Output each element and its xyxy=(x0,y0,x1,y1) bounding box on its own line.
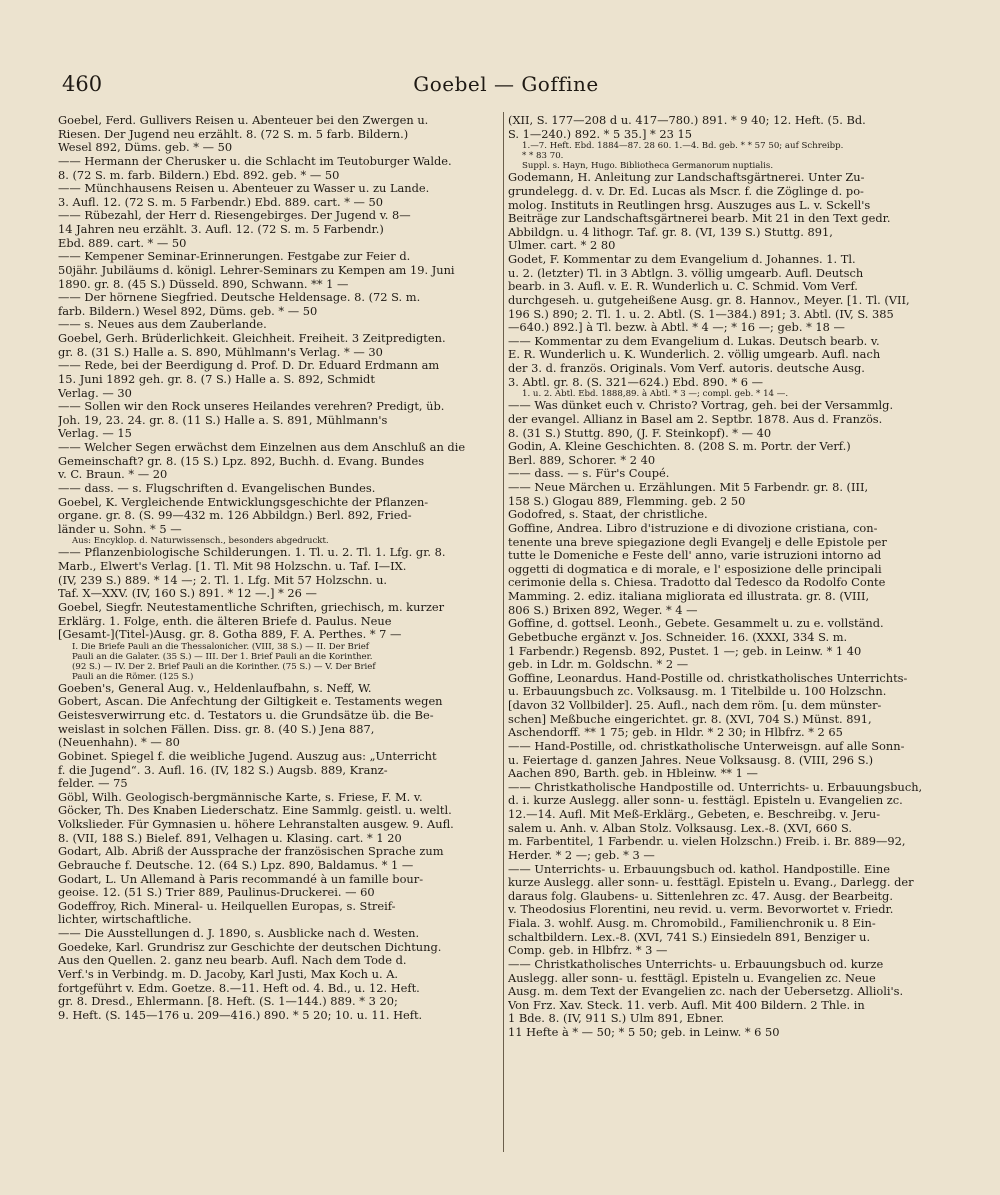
entry-line: geoise. 12. (51 S.) Trier 889, Paulinus-Druckerei. — 60 xyxy=(58,886,375,900)
entry-line: —640.) 892.] à Tl. bezw. à Abtl. * 4 —; * 16 —; geb. * 18 — xyxy=(508,321,845,335)
entry-line: Taf. X—XXV. (IV, 160 S.) 891. * 12 —.] * 26 — xyxy=(58,587,317,601)
entry-line: Berl. 889, Schorer. * 2 40 xyxy=(508,453,656,467)
entry-line: u. Feiertage d. ganzen Jahres. Neue Volksausg. 8. (VIII, 296 S.) xyxy=(508,753,874,767)
entry-line: 1890. gr. 8. (45 S.) Düsseld. 890, Schwann. ** 1 — xyxy=(58,277,349,291)
entry-line: 3. Aufl. 12. (72 S. m. 5 Farbendr.) Ebd. 889. cart. * — 50 xyxy=(58,195,384,209)
entry-line: Volkslieder. Für Gymnasien u. höhere Lehranstalten ausgew. 9. Aufl. xyxy=(58,818,454,831)
entry-line: (IV, 239 S.) 889. * 14 —; 2. Tl. 1. Lfg. Mit 57 Holzschn. u. xyxy=(58,573,388,587)
entry-line: Godemann, H. Anleitung zur Landschaftsgärtnerei. Unter Zu- xyxy=(508,171,865,185)
entry-line: f. die Jugend“. 3. Aufl. 16. (IV, 182 S.) Augsb. 889, Kranz- xyxy=(58,763,388,777)
entry-line: Goffine, Leonardus. Hand-Postille od. christkatholisches Unterrichts- xyxy=(508,671,908,685)
entry-line: Herder. * 2 —; geb. * 3 — xyxy=(508,848,655,862)
entry-line: schen] Meßbuche eingerichtet. gr. 8. (XVI, 704 S.) Münst. 891, xyxy=(508,712,872,726)
entry-line: Geistesverwirrung etc. d. Testators u. die Grundsätze üb. die Be- xyxy=(58,709,434,722)
entry-line: Aschendorff. ** 1 75; geb. in Hldr. * 2 30; in Hlbfrz. * 2 65 xyxy=(508,726,843,740)
entry-line: 158 S.) Glogau 889, Flemming. geb. 2 50 xyxy=(508,494,746,508)
entry-line: 14 Jahren neu erzählt. 3. Aufl. 12. (72 S. m. 5 Farbendr.) xyxy=(58,223,384,236)
note-line: * * 83 70. xyxy=(522,151,564,162)
entry-line: Auslegg. aller sonn- u. festtägl. Episteln u. Evangelien zc. Neue xyxy=(508,971,876,985)
entry-line: —— Hand-Postille, od. christkatholische Unterweisgn. auf alle Sonn- xyxy=(508,739,905,753)
entry-line: Ulmer. cart. * 2 80 xyxy=(508,239,616,253)
entry-line: Fiala. 3. wohlf. Ausg. m. Chromobild., Familienchronik u. 8 Ein- xyxy=(508,917,876,930)
entry-line: Gebetbuche ergänzt v. Jos. Schneider. 16. (XXXI, 334 S. m. xyxy=(508,630,848,644)
note-line: (92 S.) — IV. Der 2. Brief Pauli an die Korinther. (75 S.) — V. Der Brief xyxy=(72,661,376,672)
entry-line: (XII, S. 177—208 d u. 417—780.) 891. * 9 40; 12. Heft. (5. Bd. xyxy=(508,114,866,127)
entry-line: —— Was dünket euch v. Christo? Vortrag, geh. bei der Versammlg. xyxy=(508,399,894,413)
entry-line: Ausg. m. dem Text der Evangelien zc. nach der Uebersetzg. Allioli's. xyxy=(508,985,904,999)
entry-line: 8. (VII, 188 S.) Bielef. 891, Velhagen u. Klasing. cart. * 1 20 xyxy=(58,831,402,845)
entry-line: —— Christkatholische Handpostille od. Unterrichts- u. Erbauungsbuch, xyxy=(508,780,923,794)
entry-line: 1 Farbendr.) Regensb. 892, Pustet. 1 —; geb. in Leinw. * 1 40 xyxy=(508,644,862,658)
entry-line: Verf.'s in Verbindg. m. D. Jacoby, Karl Justi, Max Koch u. A. xyxy=(58,967,399,981)
entry-line: 12.—14. Aufl. Mit Meß-Erklärg., Gebeten, e. Beschreibg. v. Jeru- xyxy=(508,808,881,821)
entry-line: Goffine, Andrea. Libro d'istruzione e di divozione cristiana, con- xyxy=(508,521,878,535)
entry-line: Göbl, Wilh. Geologisch-bergmännische Karte, s. Friese, F. M. v. xyxy=(58,790,423,804)
note-line: Aus: Encyklop. d. Naturwissensch., besonders abgedruckt. xyxy=(72,536,329,547)
entry-line: 15. Juni 1892 geh. gr. 8. (7 S.) Halle a. S. 892, Schmidt xyxy=(58,372,375,386)
right-column xyxy=(508,114,950,1040)
entry-line: Gebrauche f. Deutsche. 12. (64 S.) Lpz. 890, Baldamus. * 1 — xyxy=(58,858,414,872)
entry-line: Verlag. — 15 xyxy=(58,427,132,441)
entry-line: E. R. Wunderlich u. K. Wunderlich. 2. völlig umgearb. Aufl. nach xyxy=(508,348,881,362)
entry-line: Goeben's, General Aug. v., Heldenlaufbahn, s. Neff, W. xyxy=(58,681,372,695)
entry-line: 11 Hefte à * — 50; * 5 50; geb. in Leinw. * 6 50 xyxy=(508,1026,780,1039)
entry-line: farb. Bildern.) Wesel 892, Düms. geb. * — 50 xyxy=(58,304,318,318)
entry-line: —— Die Ausstellungen d. J. 1890, s. Ausblicke nach d. Westen. xyxy=(58,927,420,940)
entry-line: —— Rübezahl, der Herr d. Riesengebirges. Der Jugend v. 8— xyxy=(58,209,411,223)
note-line: 1. u. 2. Abtl. Ebd. 1888,89. à Abtl. * 3 —; compl. geb. * 14 —. xyxy=(522,389,789,400)
entry-line: —— s. Neues aus dem Zauberlande. xyxy=(58,318,267,332)
entry-line: Goedeke, Karl. Grundrisz zur Geschichte der deutschen Dichtung. xyxy=(58,940,442,954)
page-title: Goebel — Goffine xyxy=(413,72,599,96)
entry-line: (Neuenhahn). * — 80 xyxy=(58,736,180,750)
note-line: 1.—7. Heft. Ebd. 1884—87. 28 60. 1.—4. Bd. geb. * * 57 50; auf Schreibp. xyxy=(522,141,844,152)
entry-line: —— Pflanzenbiologische Schilderungen. 1. Tl. u. 2. Tl. 1. Lfg. gr. 8. xyxy=(58,546,446,560)
entry-line: —— dass. — s. Flugschriften d. Evangelischen Bundes. xyxy=(58,481,376,495)
entry-line: Gobinet. Spiegel f. die weibliche Jugend. Auszug aus: „Unterricht xyxy=(58,749,437,763)
entry-line: fortgeführt v. Edm. Goetze. 8.—11. Heft od. 4. Bd., u. 12. Heft. xyxy=(58,981,420,995)
entry-line: Gemeinschaft? gr. 8. (15 S.) Lpz. 892, Buchh. d. Evang. Bundes xyxy=(58,454,425,468)
entry-line: Joh. 19, 23. 24. gr. 8. (11 S.) Halle a. S. 891, Mühlmann's xyxy=(58,413,388,427)
entry-line: schaltbildern. Lex.-8. (XVI, 741 S.) Einsiedeln 891, Benziger u. xyxy=(508,930,871,944)
page-header xyxy=(58,66,954,106)
entry-line: Von Frz. Xav. Steck. 11. verb. Aufl. Mit 400 Bildern. 2 Thle. in xyxy=(508,998,865,1012)
entry-line: durchgeseh. u. gutgeheißene Ausg. gr. 8. Hannov., Meyer. [1. Tl. (VII, xyxy=(508,293,910,307)
entry-line: organe. gr. 8. (S. 99—432 m. 126 Abbildgn.) Berl. 892, Fried- xyxy=(58,509,412,523)
entry-line: Godart, Alb. Abriß der Aussprache der französischen Sprache zum xyxy=(58,845,444,859)
entry-line: salem u. Anh. v. Alban Stolz. Volksausg. Lex.-8. (XVI, 660 S. xyxy=(508,821,853,835)
entry-line: [Gesamt-](Titel-)Ausg. gr. 8. Gotha 889, F. A. Perthes. * 7 — xyxy=(58,628,402,642)
entry-line: Goebel, Gerh. Brüderlichkeit. Gleichheit. Freiheit. 3 Zeitpredigten. xyxy=(58,332,446,345)
entry-line: m. Farbentitel, 1 Farbendr. u. vielen Holzschn.) Freib. i. Br. 889—92, xyxy=(508,835,906,849)
page-number: 460 xyxy=(62,72,103,96)
book-page xyxy=(58,66,954,1156)
entry-line: kurze Auslegg. aller sonn- u. festtägl. Episteln u. Evang., Darlegg. der xyxy=(508,876,914,890)
entry-line: daraus folg. Glaubens- u. Sittenlehren zc. 47. Ausg. der Bearbeitg. xyxy=(508,889,893,903)
entry-line: Goebel, Siegfr. Neutestamentliche Schriften, griechisch, m. kurzer xyxy=(58,600,445,614)
entry-line: Aachen 890, Barth. geb. in Hbleinw. ** 1 — xyxy=(508,767,758,781)
entry-line: —— Hermann der Cherusker u. die Schlacht im Teutoburger Walde. xyxy=(58,154,452,168)
entry-line: —— Kempener Seminar-Erinnerungen. Festgabe zur Feier d. xyxy=(58,250,411,264)
entry-line: grundelegg. d. v. Dr. Ed. Lucas als Mscr. f. die Zöglinge d. po- xyxy=(508,184,864,198)
entry-line: Goebel, K. Vergleichende Entwicklungsgeschichte der Pflanzen- xyxy=(58,495,429,509)
entry-line: v. Theodosius Florentini, neu revid. u. verm. Bevorwortet v. Friedr. xyxy=(508,903,894,917)
entry-line: 3. Abtl. gr. 8. (S. 321—624.) Ebd. 890. * 6 — xyxy=(508,375,764,389)
entry-line: weislast in solchen Fällen. Diss. gr. 8. (40 S.) Jena 887, xyxy=(58,722,375,736)
entry-line: Godart, L. Un Allemand à Paris recommandé à un famille bour- xyxy=(58,872,424,886)
note-line: Pauli an die Galater. (35 S.) — III. Der 1. Brief Pauli an die Korinther. xyxy=(72,651,373,662)
entry-line: Gobert, Ascan. Die Anfechtung der Giltigkeit e. Testaments wegen xyxy=(58,695,443,709)
entry-line: Godin, A. Kleine Geschichten. 8. (208 S. m. Portr. der Verf.) xyxy=(508,440,851,454)
entry-line: d. i. kurze Auslegg. aller sonn- u. festtägl. Episteln u. Evangelien zc. xyxy=(508,794,903,808)
entry-line: 50jähr. Jubiläums d. königl. Lehrer-Seminars zu Kempen am 19. Juni xyxy=(58,263,455,277)
entry-line: v. C. Braun. * — 20 xyxy=(58,468,168,482)
entry-line: der evangel. Allianz in Basel am 2. Septbr. 1878. Aus d. Französ. xyxy=(508,412,883,426)
entry-line: felder. — 75 xyxy=(58,777,128,791)
entry-line: Wesel 892, Düms. geb. * — 50 xyxy=(58,141,233,155)
entry-line: —— Unterrichts- u. Erbauungsbuch od. kathol. Handpostille. Eine xyxy=(508,862,890,876)
entry-line: 196 S.) 890; 2. Tl. 1. u. 2. Abtl. (S. 1—384.) 891; 3. Abtl. (IV, S. 385 xyxy=(508,307,894,321)
entry-line: Abbildgn. u. 4 lithogr. Taf. gr. 8. (VI, 139 S.) Stuttg. 891, xyxy=(508,225,833,239)
entry-line: —— Sollen wir den Rock unseres Heilandes verehren? Predigt, üb. xyxy=(58,400,445,414)
entry-line: Godet, F. Kommentar zu dem Evangelium d. Johannes. 1. Tl. xyxy=(508,253,856,266)
left-column xyxy=(58,114,500,1022)
entry-line: 806 S.) Brixen 892, Weger. * 4 — xyxy=(508,603,698,617)
entry-line: u. Erbauungsbuch zc. Volksausg. m. 1 Titelbilde u. 100 Holzschn. xyxy=(508,685,887,699)
entry-line: S. 1—240.) 892. * 5 35.] * 23 15 xyxy=(508,127,692,141)
entry-line: —— dass. — s. Für's Coupé. xyxy=(508,467,670,481)
entry-line: Comp. geb. in Hlbfrz. * 3 — xyxy=(508,944,668,958)
entry-line: —— Der hörnene Siegfried. Deutsche Heldensage. 8. (72 S. m. xyxy=(58,291,421,305)
entry-line: 1 Bde. 8. (IV, 911 S.) Ulm 891, Ebner. xyxy=(508,1012,725,1026)
entry-line: Verlag. — 30 xyxy=(58,386,132,400)
entry-line: Göcker, Th. Des Knaben Liederschatz. Eine Sammlg. geistl. u. weltl. xyxy=(58,804,452,818)
entry-line: länder u. Sohn. * 5 — xyxy=(58,522,182,536)
entry-line: Goffine, d. gottsel. Leonh., Gebete. Gesammelt u. zu e. vollständ. xyxy=(508,617,884,631)
entry-line: —— Christkatholisches Unterrichts- u. Erbauungsbuch od. kurze xyxy=(508,957,884,971)
entry-line: —— Welcher Segen erwächst dem Einzelnen aus dem Anschluß an die xyxy=(58,441,466,454)
entry-line: gr. 8. (31 S.) Halle a. S. 890, Mühlmann's Verlag. * — 30 xyxy=(58,345,383,359)
entry-line: Marb., Elwert's Verlag. [1. Tl. Mit 98 Holzschn. u. Taf. I—IX. xyxy=(58,560,407,573)
entry-line: 8. (31 S.) Stuttg. 890, (J. F. Steinkopf). * — 40 xyxy=(508,426,772,440)
column-divider xyxy=(503,112,504,1152)
entry-line: —— Neue Märchen u. Erzählungen. Mit 5 Farbendr. gr. 8. (III, xyxy=(508,481,869,494)
entry-line: 8. (72 S. m. farb. Bildern.) Ebd. 892. geb. * — 50 xyxy=(58,168,340,182)
entry-line: Mamming. 2. ediz. italiana migliorata ed illustrata. gr. 8. (VIII, xyxy=(508,590,870,603)
entry-line: Ebd. 889. cart. * — 50 xyxy=(58,236,187,250)
note-line: Pauli an die Römer. (125 S.) xyxy=(72,671,194,682)
entry-line: tenente una breve spiegazione degli Evangelj e delle Epistole per xyxy=(508,535,887,549)
entry-line: Goebel, Ferd. Gullivers Reisen u. Abenteuer bei den Zwergen u. xyxy=(58,114,429,127)
entry-line: Godeffroy, Rich. Mineral- u. Heilquellen Europas, s. Streif- xyxy=(58,899,396,913)
note-line: Suppl. s. Hayn, Hugo. Bibliotheca Germanorum nuptialis. xyxy=(522,161,774,172)
entry-line: u. 2. (letzter) Tl. in 3 Abtlgn. 3. völlig umgearb. Aufl. Deutsch xyxy=(508,266,864,280)
entry-line: 9. Heft. (S. 145—176 u. 209—416.) 890. * 5 20; 10. u. 11. Heft. xyxy=(58,1008,423,1022)
entry-line: oggetti di dogmatica e di morale, e l' esposizione delle principali xyxy=(508,562,882,576)
entry-line: Godofred, s. Staat, der christliche. xyxy=(508,508,708,522)
entry-line: der 3. d. französ. Originals. Vom Verf. autoris. deutsche Ausg. xyxy=(508,362,865,375)
entry-line: —— Kommentar zu dem Evangelium d. Lukas. Deutsch bearb. v. xyxy=(508,334,880,348)
text-columns xyxy=(58,114,954,1154)
entry-line: cerimonie della s. Chiesa. Tradotto dal Tedesco da Rodolfo Conte xyxy=(508,576,886,590)
entry-line: Erklärg. 1. Folge, enth. die älteren Briefe d. Paulus. Neue xyxy=(58,614,392,628)
entry-line: Aus den Quellen. 2. ganz neu bearb. Aufl. Nach dem Tode d. xyxy=(58,954,407,968)
entry-line: Beiträge zur Landschaftsgärtnerei bearb. Mit 21 in den Text gedr. xyxy=(508,212,891,226)
entry-line: geb. in Ldr. m. Goldschn. * 2 — xyxy=(508,658,689,672)
note-line: I. Die Briefe Pauli an die Thessalonicher. (VIII, 38 S.) — II. Der Brief xyxy=(72,641,369,652)
entry-line: lichter, wirtschaftliche. xyxy=(58,913,192,927)
entry-line: bearb. in 3. Aufl. v. E. R. Wunderlich u. C. Schmid. Vom Verf. xyxy=(508,280,858,294)
entry-line: —— Münchhausens Reisen u. Abenteuer zu Wasser u. zu Lande. xyxy=(58,182,430,196)
entry-line: Riesen. Der Jugend neu erzählt. 8. (72 S. m. 5 farb. Bildern.) xyxy=(58,127,409,141)
entry-line: gr. 8. Dresd., Ehlermann. [8. Heft. (S. 1—144.) 889. * 3 20; xyxy=(58,995,398,1009)
entry-line: —— Rede, bei der Beerdigung d. Prof. D. Dr. Eduard Erdmann am xyxy=(58,359,440,373)
entry-line: [davon 32 Vollbilder]. 25. Aufl., nach dem röm. [u. dem münster- xyxy=(508,699,882,712)
entry-line: tutte le Domeniche e Feste dell' anno, varie istruzioni intorno ad xyxy=(508,549,882,563)
entry-line: molog. Instituts in Reutlingen hrsg. Auszuges aus L. v. Sckell's xyxy=(508,198,871,212)
